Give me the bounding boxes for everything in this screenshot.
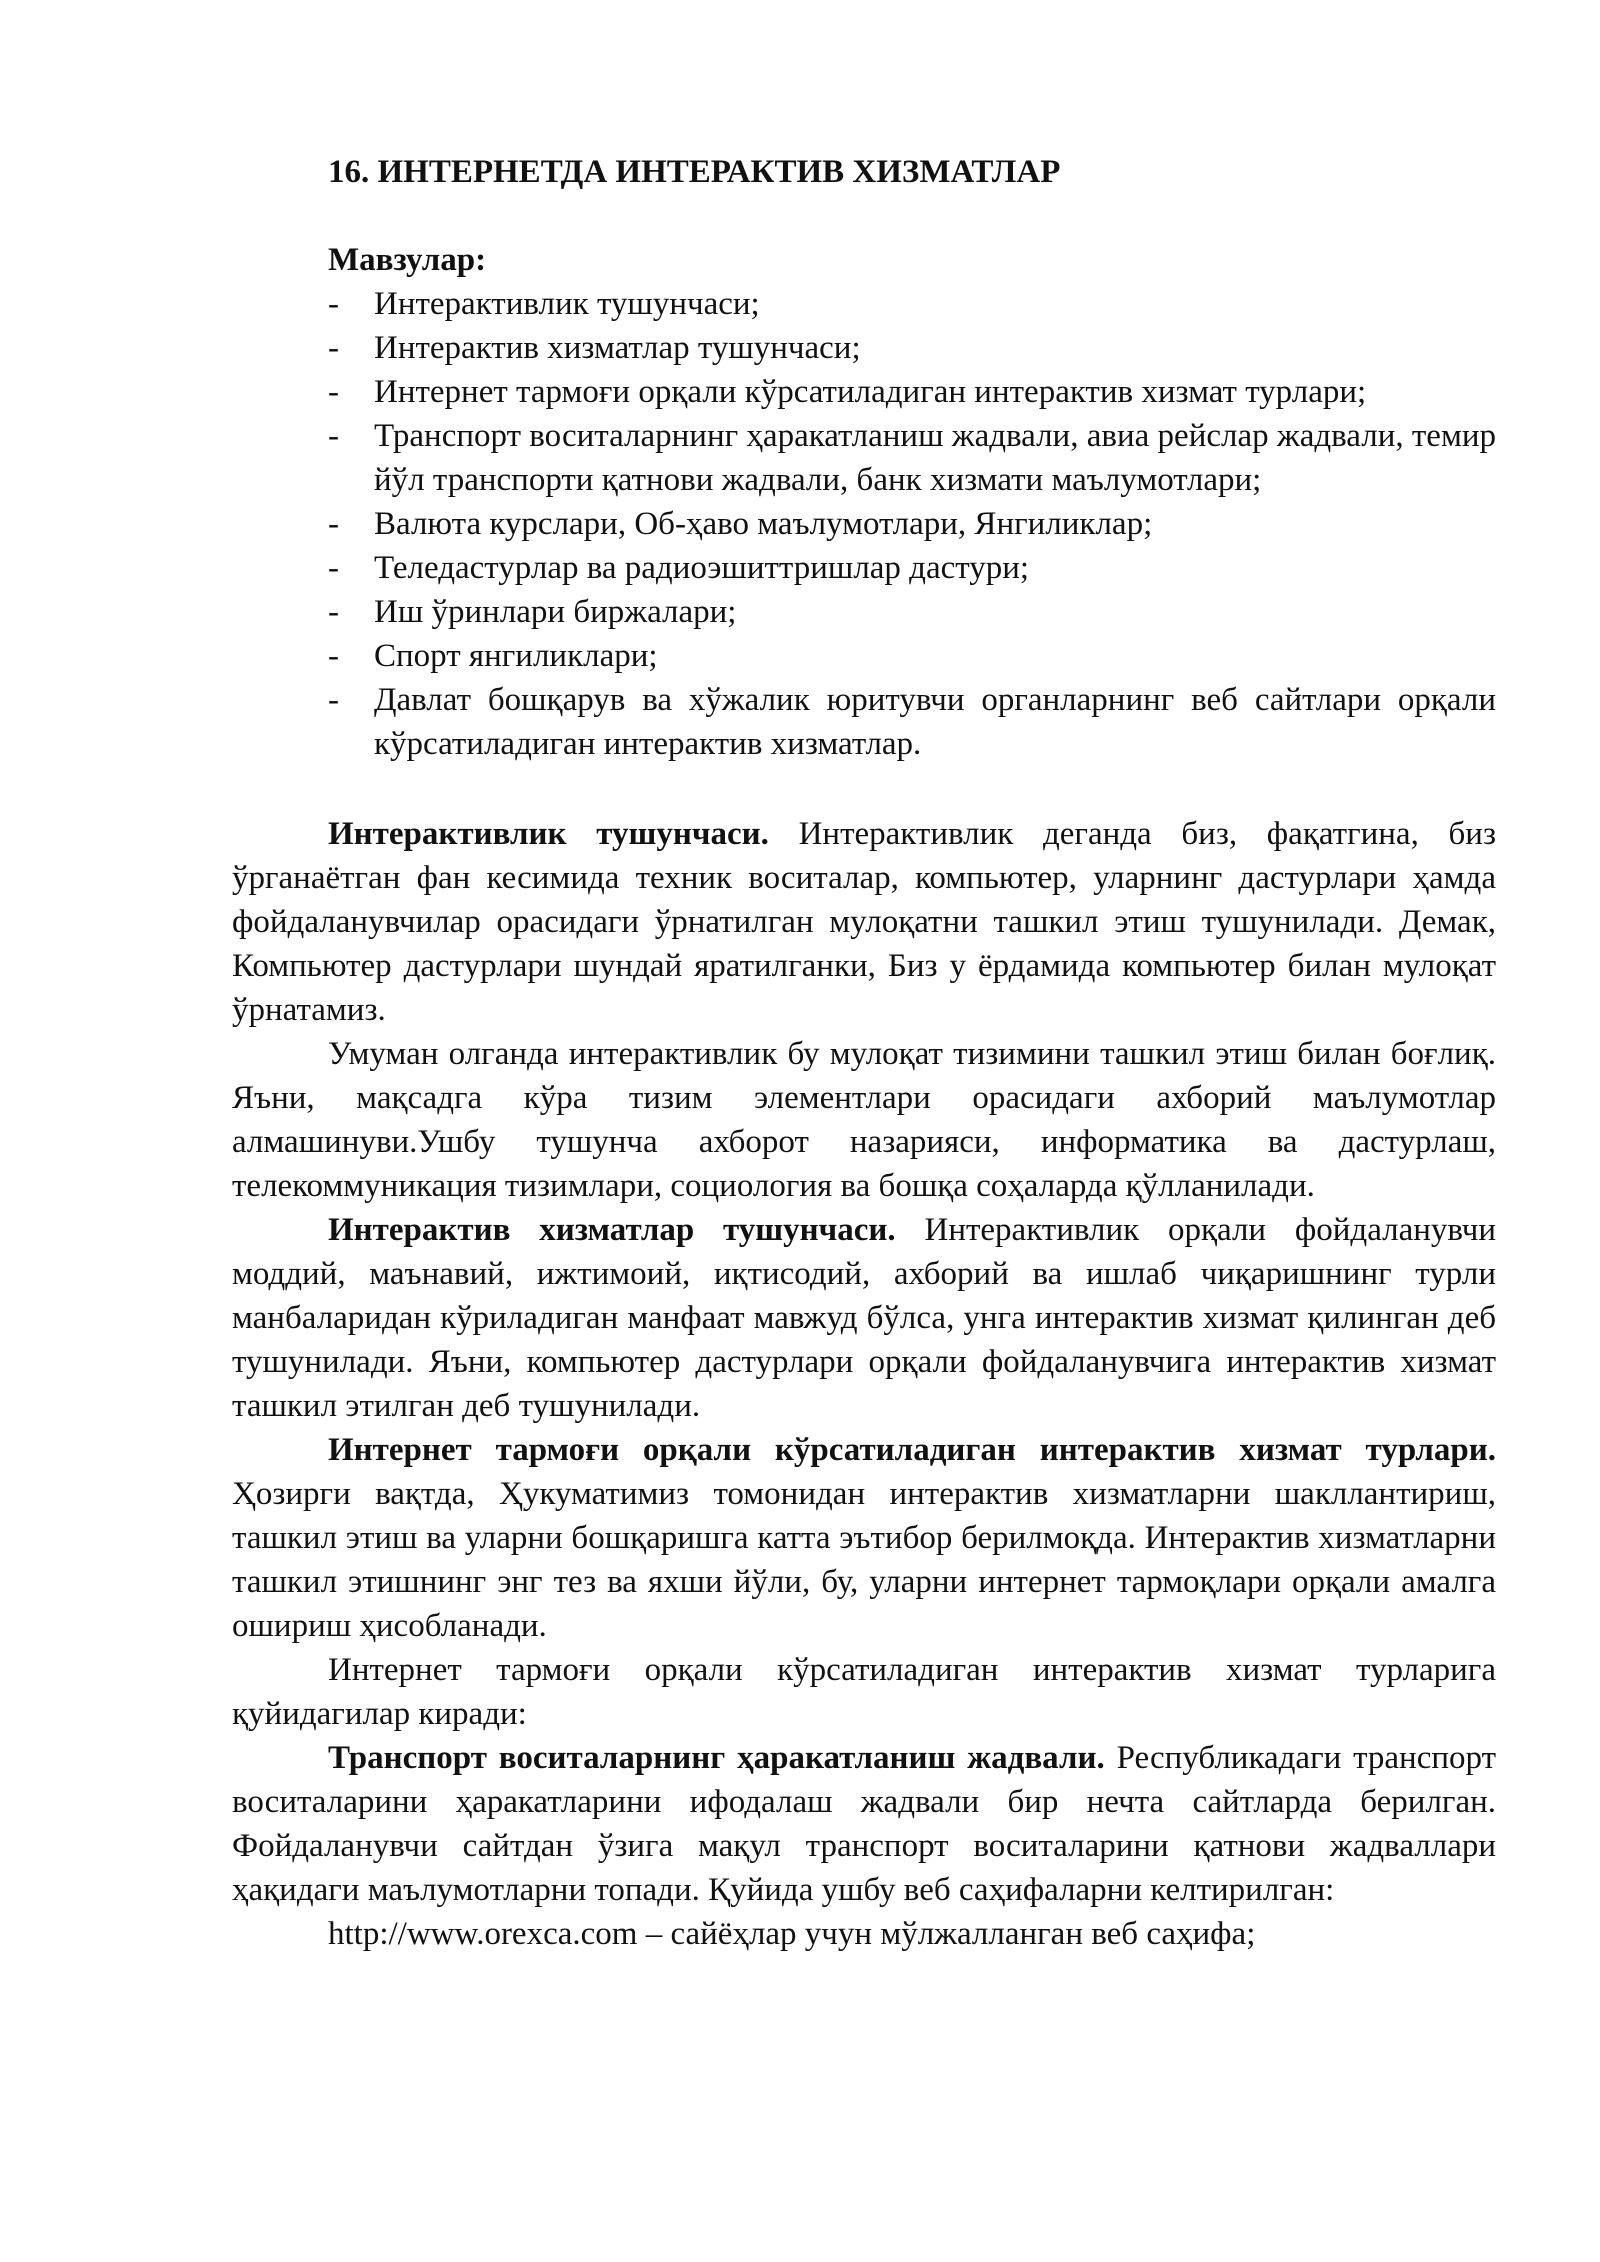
paragraph-bold-lead: Транспорт воситаларнинг ҳаракатланиш жадвали. — [328, 1740, 1105, 1776]
paragraph-text: Интерактивлик орқали фойдаланувчи моддий, маънавий, ижтимоий, иқтисодий, ахборий ва ишлаб чиқаришнинг турли манбаларидан кўриладиган манфаат мавжуд бўлса, унга интерактив хизмат қилинган деб тушунилади. Яъни, компьютер дастурлари орқали фойдаланувчига интерактив хизмат ташкил этилган деб тушунилади. — [232, 1212, 1496, 1424]
topic-text: Спорт янгиликлари; — [374, 638, 658, 674]
paragraph — [232, 1736, 1496, 1912]
topic-text: Валюта курслари, Об-ҳаво маълумотлари, Янгиликлар; — [374, 506, 1153, 542]
topic-text: Транспорт воситаларнинг ҳаракатланиш жадвали, авиа рейслар жадвали, темир йўл транспорти қатнови жадвали, банк хизмати маълумотлари; — [374, 418, 1496, 498]
topic-item — [328, 678, 1496, 766]
topics-list — [328, 282, 1496, 766]
topic-item — [328, 590, 1496, 634]
dash-bullet: - — [328, 550, 339, 586]
paragraph — [232, 1032, 1496, 1208]
topic-item — [328, 282, 1496, 326]
topic-item — [328, 326, 1496, 370]
document-body — [232, 812, 1496, 1956]
paragraph-text: Ҳозирги вақтда, Ҳукуматимиз томонидан интерактив хизматларни шакллантириш, ташкил этиш ва уларни бошқаришга катта эътибор берилмоқда. Интерактив хизматларни ташкил этишнинг энг тез ва яхши йўли, бу, уларни интернет тармоқлари орқали амалга ошириш ҳисобланади. — [232, 1476, 1496, 1644]
topic-text: Теледастурлар ва радиоэшиттришлар дастури; — [374, 550, 1030, 586]
dash-bullet: - — [328, 638, 339, 674]
paragraph-text: Умуман олганда интерактивлик бу мулоқат тизимини ташкил этиш билан боғлиқ. Яъни, мақсадга кўра тизим элементлари орасидаги ахборий маълумотлар алмашинуви.Ушбу тушунча ахборот назарияси, информатика ва дастурлаш, телекоммуникация тизимлари, социология ва бошқа соҳаларда қўлланилади. — [232, 1036, 1496, 1204]
topic-item — [328, 546, 1496, 590]
paragraph — [232, 1648, 1496, 1736]
topic-item — [328, 502, 1496, 546]
paragraph-text: Интерактивлик деганда биз, фақатгина, биз ўрганаётган фан кесимида техник воситалар, компьютер, уларнинг дастурлари ҳамда фойдаланувчилар орасидаги ўрнатилган мулоқатни ташкил этиш тушунилади. Демак, Компьютер дастурлари шундай яратилганки, Биз у ёрдамида компьютер билан мулоқат ўрнатамиз. — [232, 816, 1496, 1028]
topics-title: Мавзулар: — [328, 242, 487, 278]
topic-item — [328, 370, 1496, 414]
dash-bullet: - — [328, 506, 339, 542]
topic-text: Интерактивлик тушунчаси; — [374, 286, 760, 322]
topic-text: Иш ўринлари биржалари; — [374, 594, 737, 630]
dash-bullet: - — [328, 374, 339, 410]
dash-bullet: - — [328, 286, 339, 322]
paragraph — [232, 1428, 1496, 1648]
paragraph — [232, 1912, 1496, 1956]
topic-text: Давлат бошқарув ва хўжалик юритувчи органларнинг веб сайтлари орқали кўрсатиладиган интерактив хизматлар. — [374, 682, 1496, 762]
document-heading: 16. ИНТЕРНЕТДА ИНТЕРАКТИВ ХИЗМАТЛАР — [328, 154, 1061, 190]
topic-item — [328, 414, 1496, 502]
paragraph-bold-lead: Интерактивлик тушунчаси. — [328, 816, 769, 852]
paragraph — [232, 812, 1496, 1032]
dash-bullet: - — [328, 682, 339, 718]
paragraph-bold-lead: Интерактив хизматлар тушунчаси. — [328, 1212, 896, 1248]
topic-item — [328, 634, 1496, 678]
paragraph-text: Интернет тармоғи орқали кўрсатиладиган интерактив хизмат турларига қуйидагилар киради: — [232, 1652, 1496, 1732]
paragraph-text: Республикадаги транспорт воситаларини ҳаракатларини ифодалаш жадвали бир нечта сайтларда берилган. Фойдаланувчи сайтдан ўзига мақул транспорт воситаларини қатнови жадваллари ҳақидаги маълумотларни топади. Қуйида ушбу веб саҳифаларни келтирилган: — [232, 1740, 1497, 1908]
document-page — [232, 150, 1496, 1956]
paragraph-text: http://www.orexca.com – сайёҳлар учун мўлжалланган веб саҳифа; — [328, 1916, 1256, 1952]
topic-text: Интерактив хизматлар тушунчаси; — [374, 330, 861, 366]
topic-text: Интернет тармоғи орқали кўрсатиладиган интерактив хизмат турлари; — [374, 374, 1367, 410]
dash-bullet: - — [328, 418, 339, 454]
paragraph-bold-lead: Интернет тармоғи орқали кўрсатиладиган интерактив хизмат турлари. — [328, 1432, 1496, 1468]
dash-bullet: - — [328, 594, 339, 630]
paragraph — [232, 1208, 1496, 1428]
dash-bullet: - — [328, 330, 339, 366]
